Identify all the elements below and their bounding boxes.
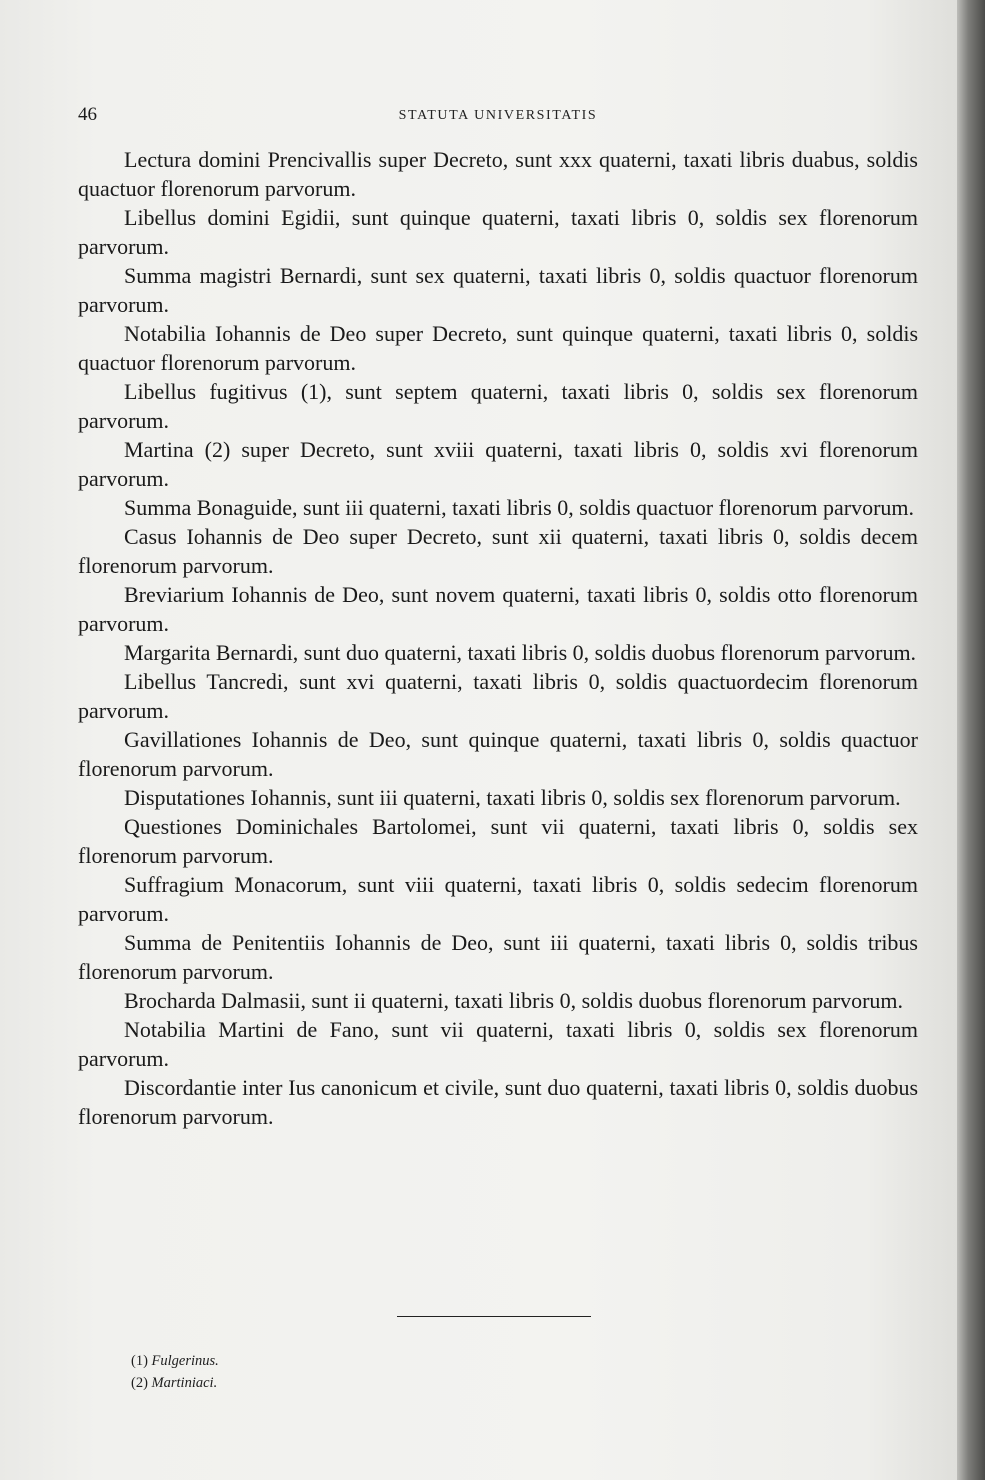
page-number: 46 <box>78 104 97 125</box>
footnote-mark: (2) <box>131 1375 148 1391</box>
running-title: STATUTA UNIVERSITATIS <box>398 108 598 123</box>
list-item: Summa Bonaguide, sunt iii quaterni, taxati libris 0, soldis quactuor florenorum parvorum. <box>124 495 915 520</box>
list-item: Libellus domini Egidii, sunt quinque quaterni, taxati libris 0, soldis sex florenorum parvorum. <box>78 205 918 259</box>
footnotes <box>131 1350 731 1394</box>
list-item: Discordantie inter Ius canonicum et civile, sunt duo quaterni, taxati libris 0, soldis duobus florenorum parvorum. <box>78 1075 918 1129</box>
list-item: Martina (2) super Decreto, sunt xviii quaterni, taxati libris 0, soldis xvi florenorum parvorum. <box>78 437 918 491</box>
list-item: Margarita Bernardi, sunt duo quaterni, taxati libris 0, soldis duobus florenorum parvorum. <box>124 640 917 665</box>
footnote <box>131 1350 731 1372</box>
list-item: Suffragium Monacorum, sunt viii quaterni, taxati libris 0, soldis sedecim florenorum parvorum. <box>78 872 918 926</box>
list-item: Summa de Penitentiis Iohannis de Deo, sunt iii quaterni, taxati libris 0, soldis tribus florenorum parvorum. <box>78 930 918 984</box>
list-item: Summa magistri Bernardi, sunt sex quaterni, taxati libris 0, soldis quactuor florenorum parvorum. <box>78 263 918 317</box>
footnote-mark: (1) <box>131 1353 148 1369</box>
list-item: Disputationes Iohannis, sunt iii quaterni, taxati libris 0, soldis sex florenorum parvorum. <box>124 785 901 810</box>
list-item: Libellus Tancredi, sunt xvi quaterni, taxati libris 0, soldis quactuordecim florenorum parvorum. <box>78 669 918 723</box>
footnote <box>131 1372 731 1394</box>
list-item: Lectura domini Prencivallis super Decreto, sunt xxx quaterni, taxati libris duabus, soldis quactuor florenorum parvorum. <box>78 147 918 201</box>
body-text <box>78 145 918 1131</box>
list-item: Breviarium Iohannis de Deo, sunt novem quaterni, taxati libris 0, soldis otto florenorum parvorum. <box>78 582 918 636</box>
list-item: Casus Iohannis de Deo super Decreto, sunt xii quaterni, taxati libris 0, soldis decem florenorum parvorum. <box>78 524 918 578</box>
list-item: Notabilia Iohannis de Deo super Decreto, sunt quinque quaterni, taxati libris 0, soldis quactuor florenorum parvorum. <box>78 321 918 375</box>
footnote-text: Martiniaci. <box>151 1375 218 1391</box>
page-header <box>78 104 918 130</box>
book-gutter <box>957 0 985 1480</box>
list-item: Questiones Dominichales Bartolomei, sunt vii quaterni, taxati libris 0, soldis sex florenorum parvorum. <box>78 814 918 868</box>
list-item: Notabilia Martini de Fano, sunt vii quaterni, taxati libris 0, soldis sex florenorum parvorum. <box>78 1017 918 1071</box>
footnote-text: Fulgerinus. <box>151 1353 219 1369</box>
list-item: Brocharda Dalmasii, sunt ii quaterni, taxati libris 0, soldis duobus florenorum parvorum. <box>124 988 904 1013</box>
list-item: Libellus fugitivus (1), sunt septem quaterni, taxati libris 0, soldis sex florenorum parvorum. <box>78 379 918 433</box>
footnote-divider <box>397 1316 591 1317</box>
list-item: Gavillationes Iohannis de Deo, sunt quinque quaterni, taxati libris 0, soldis quactuor florenorum parvorum. <box>78 727 918 781</box>
